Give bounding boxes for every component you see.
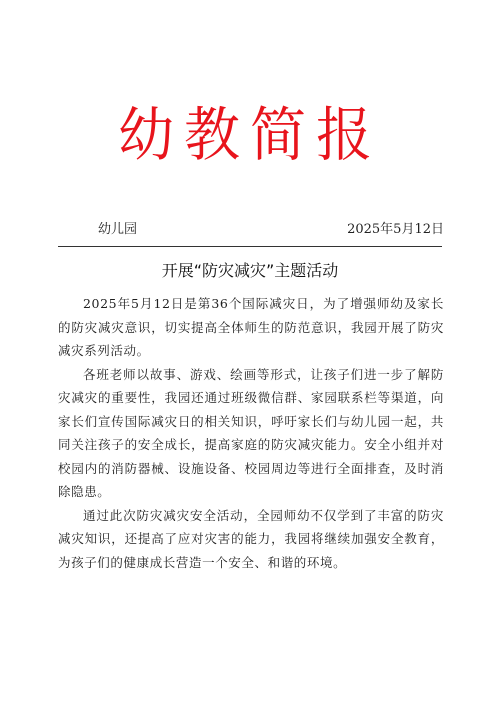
issue-date: 2025年5月12日 <box>347 222 444 237</box>
article-paragraph: 通过此次防灾减灾安全活动，全园师幼不仅学到了丰富的防灾减灾知识，还提高了应对灾害的能力，我园将继续加强安全教育，为孩子们的健康成长营造一个安全、和谐的环境。 <box>58 507 444 570</box>
masthead-title: 幼教简报 <box>118 101 382 170</box>
divider-line <box>58 246 442 247</box>
article-paragraph: 各班老师以故事、游戏、绘画等形式，让孩子们进一步了解防灾减灾的重要性，我园还通过班级微信群、家园联系栏等渠道，向家长们宣传国际减灾日的相关知识，呼吁家长们与幼儿园一起，共同关注孩子的安全成长，提高家庭的防灾减灾能力。安全小组并对校园内的消防器械、设施设备、校园周边等进行全面排查，及时消除隐患。 <box>58 366 444 499</box>
article-body <box>58 292 444 574</box>
article-headline: 开展“防灾减灾”主题活动 <box>161 261 339 280</box>
organization-name: 幼儿园 <box>98 222 138 237</box>
article-paragraph: 2025年5月12日是第36个国际减灾日，为了增强师幼及家长的防灾减灾意识，切实提高全体师生的防范意识，我园开展了防灾减灾系列活动。 <box>58 296 444 358</box>
